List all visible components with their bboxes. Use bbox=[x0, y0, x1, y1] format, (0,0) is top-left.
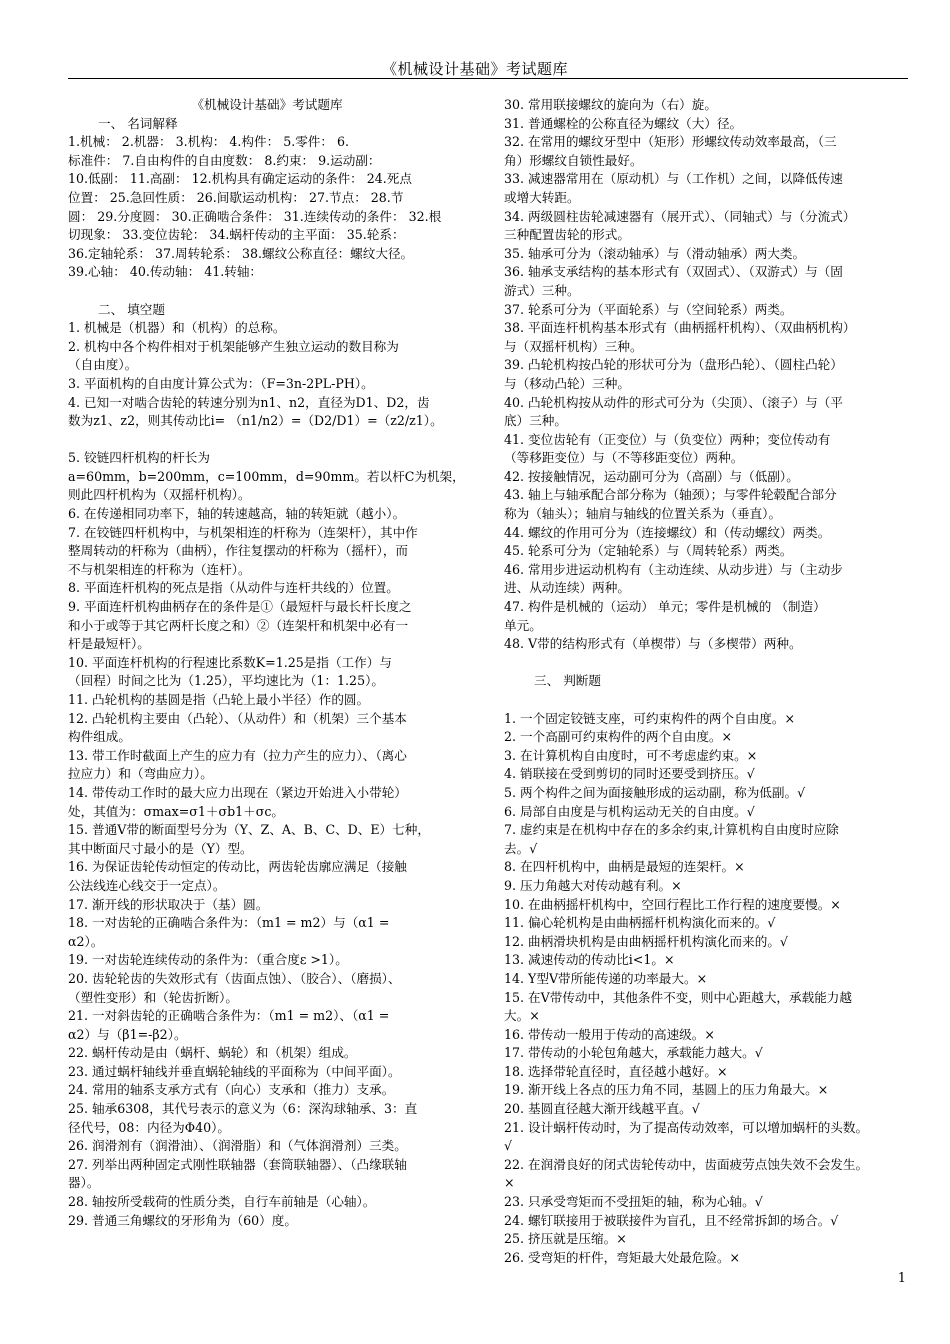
text-line: （塑性变形）和（轮齿折断）。 bbox=[68, 989, 239, 1005]
text-line: 圆： 29.分度圆： 30.正确啮合条件： 31.连续传动的条件： 32.根 bbox=[68, 208, 442, 224]
text-line: 17. 渐开线的形状取决于（基）圆。 bbox=[68, 896, 269, 912]
text-line: 则此四杆机构为（双摇杆机构）。 bbox=[68, 487, 251, 503]
section-heading: 三、 判断题 bbox=[534, 673, 601, 689]
text-line: 15. 普通V带的断面型号分为（Y、Z、A、B、C、D、E）七种， bbox=[68, 822, 430, 838]
text-line: 公法线连心线交于一定点）。 bbox=[68, 877, 226, 893]
text-line: 48. V带的结构形式有（单楔带）与（多楔带）两种。 bbox=[504, 636, 802, 652]
text-line: 5. 铰链四杆机构的杆长为 bbox=[68, 450, 210, 466]
text-line: 和小于或等于其它两杆长度之和）②（连架杆和机架中必有一 bbox=[68, 617, 409, 633]
text-line: 整周转动的杆称为（曲柄），作往复摆动的杆称为（摇杆），而 bbox=[68, 543, 409, 559]
text-line: （自由度）。 bbox=[68, 357, 138, 373]
text-line: 3. 在计算机构自由度时，可不考虑虚约束。× bbox=[504, 747, 758, 763]
text-line: 9. 平面连杆机构曲柄存在的条件是①（最短杆与最长杆长度之 bbox=[68, 599, 412, 615]
text-line: 角）形螺纹自锁性最好。 bbox=[504, 152, 643, 168]
text-line: 10. 在曲柄摇杆机构中，空回行程比工作行程的速度要慢。× bbox=[504, 896, 841, 912]
text-line: 4. 销联接在受到剪切的同时还要受到挤压。√ bbox=[504, 766, 755, 782]
text-line: （回程）时间之比为（1.25），平均速比为（1：1.25）。 bbox=[68, 673, 384, 689]
text-line: 8. 在四杆机构中，曲柄是最短的连架杆。× bbox=[504, 859, 745, 875]
header-divider bbox=[68, 78, 908, 79]
text-line: 32. 在常用的螺纹牙型中（矩形）形螺纹传动效率最高，（三 bbox=[504, 134, 837, 150]
text-line: 1. 机械是（机器）和（机构）的总称。 bbox=[68, 320, 286, 336]
text-line: 26. 受弯矩的杆件，弯矩最大处最危险。× bbox=[504, 1249, 741, 1265]
text-line: 10. 平面连杆机构的行程速比系数K=1.25是指（工作）与 bbox=[68, 654, 392, 670]
text-line: 23. 只承受弯矩而不受扭矩的轴，称为心轴。√ bbox=[504, 1194, 763, 1210]
text-line: （等移距变位）与（不等移距变位）两种。 bbox=[504, 450, 744, 466]
text-line: 与（移动凸轮）三种。 bbox=[504, 375, 630, 391]
text-line: 进、从动连续）两种。 bbox=[504, 580, 630, 596]
text-line: 2. 机构中各个构件相对于机架能够产生独立运动的数目称为 bbox=[68, 338, 399, 354]
text-line: 37. 轮系可分为（平面轮系）与（空间轮系）两类。 bbox=[504, 301, 793, 317]
text-line: 拉应力）和（弯曲应力）。 bbox=[68, 766, 213, 782]
section-heading: 二、 填空题 bbox=[98, 301, 165, 317]
text-line: × bbox=[504, 1175, 515, 1191]
text-line: 处，其值为：σmax=σ1＋σb1＋σc。 bbox=[68, 803, 284, 819]
text-line: 12. 凸轮机构主要由（凸轮）、（从动件）和（机架）三个基本 bbox=[68, 710, 407, 726]
text-line: 标准件： 7.自由构件的自由度数： 8.约束： 9.运动副： bbox=[68, 152, 381, 168]
text-line: 16. 为保证齿轮传动恒定的传动比，两齿轮齿廓应满足（接触 bbox=[68, 859, 407, 875]
text-line: 44. 螺纹的作用可分为（连接螺纹）和（传动螺纹）两类。 bbox=[504, 524, 831, 540]
blank-line bbox=[68, 431, 466, 450]
text-line: 单元。 bbox=[504, 617, 542, 633]
text-line: α2）与（β1=-β2）。 bbox=[68, 1026, 187, 1042]
text-line: 径代号，08：内径为Φ40）。 bbox=[68, 1119, 231, 1135]
text-line: 47. 构件是机械的（运动） 单元；零件是机械的 （制造） bbox=[504, 599, 826, 615]
text-line: 3. 平面机构的自由度计算公式为：（F=3n-2PL-PH）。 bbox=[68, 375, 374, 391]
text-line: 器）。 bbox=[68, 1175, 100, 1191]
text-line: a=60mm，b=200mm，c=100mm，d=90mm。若以杆C为机架， bbox=[68, 468, 465, 484]
text-line: 12. 曲柄滑块机构是由曲柄摇杆机构演化而来的。√ bbox=[504, 933, 788, 949]
text-line: 数为z1、z2，则其传动比i= （n1/n2）=（D2/D1）=（z2/z1）。 bbox=[68, 413, 443, 429]
text-line: 39. 凸轮机构按凸轮的形状可分为（盘形凸轮）、（圆柱凸轮） bbox=[504, 357, 843, 373]
text-line: 11. 偏心轮机构是由曲柄摇杆机构演化而来的。√ bbox=[504, 915, 776, 931]
text-line: 31. 普通螺栓的公称直径为螺纹（大）径。 bbox=[504, 115, 743, 131]
text-line: 6. 在传递相同功率下，轴的转速越高，轴的转矩就（越小）。 bbox=[68, 506, 406, 522]
text-line: 18. 选择带轮直径时，直径越小越好。× bbox=[504, 1063, 728, 1079]
text-line: 4. 已知一对啮合齿轮的转速分别为n1、n2，直径为D1、D2，齿 bbox=[68, 394, 430, 410]
text-line: 切现象： 33.变位齿轮： 34.蜗杆传动的主平面： 35.轮系： bbox=[68, 227, 405, 243]
text-line: 34. 两级圆柱齿轮减速器有（展开式）、（同轴式）与（分流式） bbox=[504, 208, 856, 224]
text-line: 27. 列举出两种固定式刚性联轴器（套筒联轴器）、（凸缘联轴 bbox=[68, 1156, 407, 1172]
left-column bbox=[68, 96, 466, 1230]
text-line: 42. 按接触情况，运动副可分为（高副）与（低副）。 bbox=[504, 468, 799, 484]
text-line: 19. 渐开线上各点的压力角不同，基圆上的压力角最大。× bbox=[504, 1082, 829, 1098]
text-line: 11. 凸轮机构的基圆是指（凸轮上最小半径）作的圆。 bbox=[68, 692, 370, 707]
text-line: 25. 轴承6308，其代号表示的意义为（6：深沟球轴承、3：直 bbox=[68, 1101, 418, 1117]
document-title: 《机械设计基础》考试题库 bbox=[191, 97, 343, 112]
text-line: 26. 润滑剂有（润滑油）、（润滑脂）和（气体润滑剂）三类。 bbox=[68, 1138, 407, 1154]
text-line: 16. 带传动一般用于传动的高速级。× bbox=[504, 1026, 715, 1042]
text-line: 7. 在铰链四杆机构中，与机架相连的杆称为（连架杆），其中作 bbox=[68, 524, 418, 540]
text-line: 6. 局部自由度是与机构运动无关的自由度。√ bbox=[504, 803, 755, 819]
text-line: 10.低副： 11.高副： 12.机构具有确定运动的条件： 24.死点 bbox=[68, 171, 412, 187]
text-line: 游式）三种。 bbox=[504, 282, 580, 298]
text-line: 36.定轴轮系： 37.周转轮系： 38.螺纹公称直径：螺纹大径。 bbox=[68, 245, 414, 261]
text-line: 23. 通过蜗杆轴线并垂直蜗轮轴线的平面称为（中间平面）。 bbox=[68, 1063, 401, 1079]
text-line: 位置： 25.急回性质： 26.间歇运动机构： 27.节点： 28.节 bbox=[68, 189, 404, 205]
blank-line bbox=[504, 654, 902, 673]
text-line: 19. 一对齿轮连续传动的条件为：（重合度ε >1）。 bbox=[68, 952, 348, 968]
text-line: 5. 两个构件之间为面接触形成的运动副，称为低副。√ bbox=[504, 784, 806, 800]
text-line: √ bbox=[504, 1138, 513, 1154]
page-number: 1 bbox=[897, 1271, 906, 1286]
text-line: 不与机架相连的杆称为（连杆）。 bbox=[68, 561, 251, 577]
text-line: 去。√ bbox=[504, 840, 538, 856]
text-line: 15. 在V带传动中，其他条件不变，则中心距越大，承载能力越 bbox=[504, 989, 852, 1005]
text-line: 45. 轮系可分为（定轴轮系）与（周转轮系）两类。 bbox=[504, 543, 793, 559]
text-line: 24. 螺钉联接用于被联接件为盲孔，且不经常拆卸的场合。√ bbox=[504, 1212, 839, 1228]
text-line: 底）三种。 bbox=[504, 413, 567, 429]
text-line: 称为（轴头）；轴肩与轴线的位置关系为（垂直）。 bbox=[504, 506, 782, 522]
text-line: 41. 变位齿轮有（正变位）与（负变位）两种；变位传动有 bbox=[504, 431, 831, 447]
text-line: 14. 带传动工作时的最大应力出现在（紧边开始进入小带轮） bbox=[68, 784, 407, 800]
text-line: 24. 常用的轴系支承方式有（向心）支承和（推力）支承。 bbox=[68, 1082, 395, 1098]
text-line: 33. 减速器常用在（原动机）与（工作机）之间，以降低传速 bbox=[504, 171, 843, 187]
text-line: 36. 轴承支承结构的基本形式有（双固式）、（双游式）与（固 bbox=[504, 264, 843, 280]
text-line: 21. 一对斜齿轮的正确啮合条件为：（m1 = m2）、（α1 = bbox=[68, 1008, 390, 1024]
text-line: 25. 挤压就是压缩。× bbox=[504, 1231, 627, 1247]
text-line: 构件组成。 bbox=[68, 729, 131, 745]
text-line: 21. 设计蜗杆传动时，为了提高传动效率，可以增加蜗杆的头数。 bbox=[504, 1119, 869, 1135]
text-line: 20. 基圆直径越大渐开线越平直。√ bbox=[504, 1101, 700, 1117]
blank-line bbox=[504, 691, 902, 710]
text-line: 40. 凸轮机构按从动件的形式可分为（尖顶）、（滚子）与（平 bbox=[504, 394, 843, 410]
text-line: α2）。 bbox=[68, 933, 104, 949]
text-line: 或增大转距。 bbox=[504, 189, 580, 205]
text-line: 8. 平面连杆机构的死点是指（从动件与连杆共线的）位置。 bbox=[68, 580, 399, 596]
text-line: 1.机械： 2.机器： 3.机构： 4.构件： 5.零件： 6. bbox=[68, 134, 350, 150]
text-line: 大。× bbox=[504, 1008, 540, 1024]
text-line: 杆是最短杆）。 bbox=[68, 636, 150, 652]
text-line: 2. 一个高副可约束构件的两个自由度。× bbox=[504, 729, 733, 745]
text-line: 13. 减速传动的传动比i<1。× bbox=[504, 952, 675, 968]
text-line: 22. 在润滑良好的闭式齿轮传动中，齿面疲劳点蚀失效不会发生。 bbox=[504, 1156, 869, 1172]
text-line: 28. 轴按所受载荷的性质分类，自行车前轴是（心轴）。 bbox=[68, 1194, 376, 1210]
text-line: 38. 平面连杆机构基本形式有（曲柄摇杆机构）、（双曲柄机构） bbox=[504, 320, 856, 336]
text-line: 14. Y型V带所能传递的功率最大。× bbox=[504, 970, 708, 986]
text-line: 39.心轴： 40.传动轴： 41.转轴： bbox=[68, 264, 263, 280]
section-heading: 一、 名词解释 bbox=[98, 115, 178, 131]
text-line: 17. 带传动的小轮包角越大，承载能力越大。√ bbox=[504, 1045, 763, 1061]
text-line: 22. 蜗杆传动是由（蜗杆、蜗轮）和（机架）组成。 bbox=[68, 1045, 357, 1061]
text-line: 29. 普通三角螺纹的牙形角为（60）度。 bbox=[68, 1212, 297, 1228]
text-line: 9. 压力角越大对传动越有利。× bbox=[504, 877, 682, 893]
text-line: 20. 齿轮轮齿的失效形式有（齿面点蚀）、（胶合）、（磨损）、 bbox=[68, 970, 401, 986]
text-line: 35. 轴承可分为（滚动轴承）与（滑动轴承）两大类。 bbox=[504, 245, 806, 261]
blank-line bbox=[68, 282, 466, 301]
text-line: 18. 一对齿轮的正确啮合条件为：（m1 = m2）与（α1 = bbox=[68, 915, 390, 931]
text-line: 1. 一个固定铰链支座，可约束构件的两个自由度。× bbox=[504, 710, 796, 726]
text-line: 46. 常用步进运动机构有（主动连续、从动步进）与（主动步 bbox=[504, 561, 843, 577]
page-header: 《机械设计基础》考试题库 bbox=[381, 60, 568, 78]
text-line: 7. 虚约束是在机构中存在的多余约束,计算机构自由度时应除 bbox=[504, 822, 839, 838]
text-line: 30. 常用联接螺纹的旋向为（右）旋。 bbox=[504, 97, 717, 112]
text-line: 13. 带工作时截面上产生的应力有（拉力产生的应力）、（离心 bbox=[68, 747, 407, 763]
text-line: 与（双摇杆机构）三种。 bbox=[504, 338, 643, 354]
text-line: 三种配置齿轮的形式。 bbox=[504, 227, 630, 243]
right-column bbox=[504, 96, 902, 1267]
text-line: 43. 轴上与轴承配合部分称为（轴颈）；与零件轮毂配合部分 bbox=[504, 487, 837, 503]
text-line: 其中断面尺寸最小的是（Y）型。 bbox=[68, 840, 253, 856]
